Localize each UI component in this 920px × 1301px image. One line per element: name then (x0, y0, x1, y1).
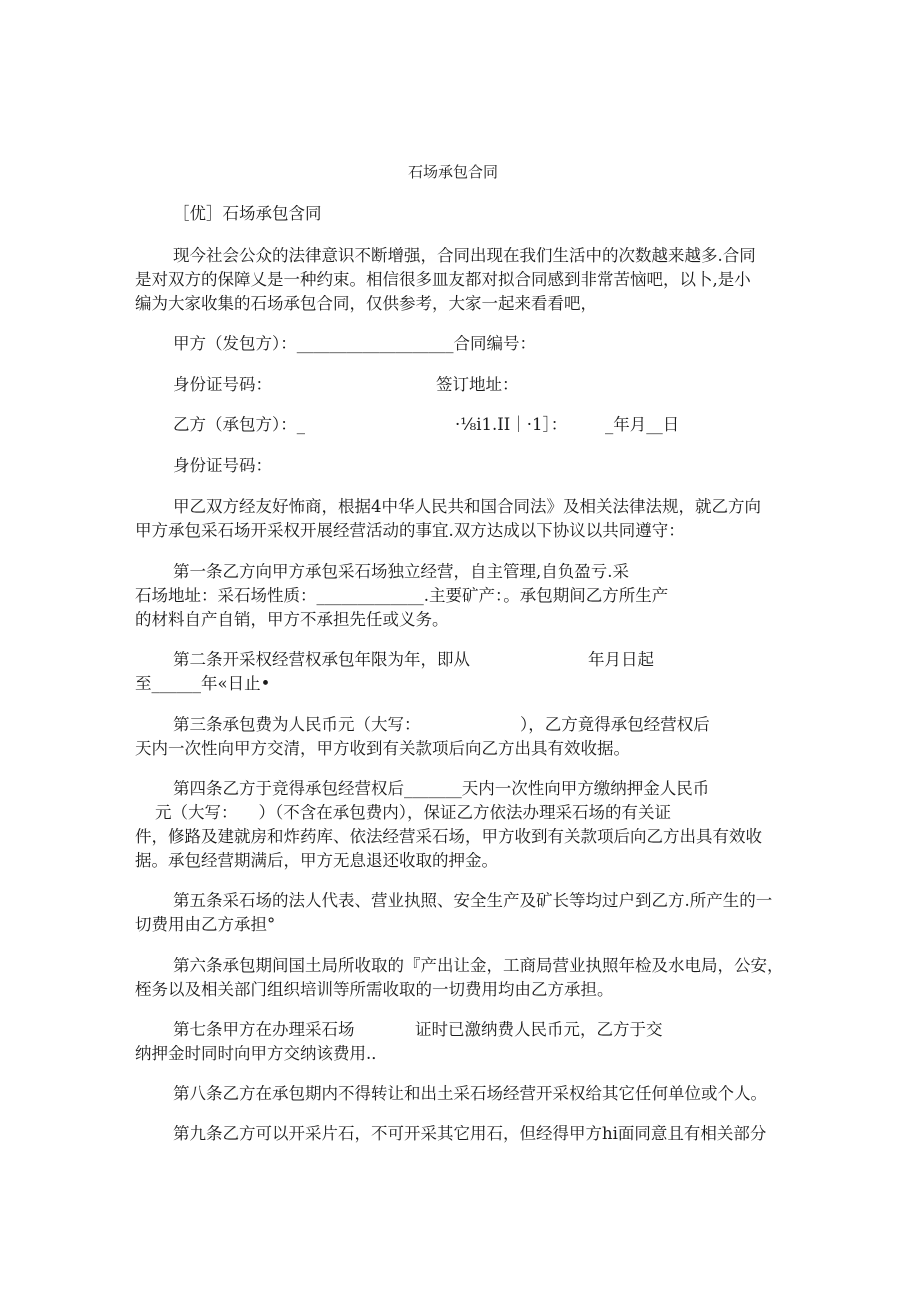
article-6-line-2: 桎务以及相关部门组织培训等所需收取的一切费用均由乙方承担。 (135, 980, 614, 999)
article-4-line-3: 件，修路及建就房和炸药库、依法经营采石场，甲方收到有关款项后向乙方出具有效收 (135, 827, 762, 846)
party-b-garbled-field: ·⅛i1.II｜·1］： (455, 415, 568, 434)
article-2-line-2: 至______年«日止• (135, 674, 271, 693)
article-7-line-1-end: 证时已激纳费人民币元，乙方于交 (415, 1020, 663, 1039)
article-3-line-1: 第三条承包费为人民币元（大写： (173, 715, 421, 734)
article-1-line-1: 第一条乙方向甲方承包采石场独立经营，自主管理,自负盈亏.采 (173, 562, 629, 581)
article-5-line-1: 第五条采石场的法人代表、营业执照、安全生产及矿长等均过户到乙方.所产生的一 (173, 891, 773, 910)
article-9: 第九条乙方可以开采片石，不可开采其它用石，但经得甲方hi面同意且有相关部分 (173, 1124, 767, 1143)
party-b-id-field: 身份证号码： (173, 456, 272, 475)
party-b-field: 乙方（承包方）：_ (173, 415, 305, 434)
article-2-date: 年月日起 (588, 650, 654, 669)
sign-place-field: 签订地址： (436, 375, 519, 394)
document-title: 石场承包合同 (408, 163, 499, 181)
article-4-line-1: 第四条乙方于竞得承包经营权后_______天内一次性向甲方缴纳押金人民币 (173, 779, 710, 798)
article-7-line-2: 纳押金时同时向甲方交纳该费用.． (135, 1044, 388, 1063)
party-a-field: 甲方（发包方）：___________________合同编号： (173, 334, 536, 353)
article-7-line-1: 第七条甲方在办理采石场 (173, 1020, 355, 1039)
sign-date-field: _年月__日 (605, 415, 680, 434)
preamble-line-2: 甲方承包采石场开采权开展经营活动的事宜.双方达成以下协议以共同遵守： (135, 521, 685, 540)
article-3-line-2: 天内一次性向甲方交清，甲方收到有关款项后向乙方出具有效收据。 (135, 739, 630, 758)
document-subtitle: ［优］石场承包含同 (173, 204, 322, 223)
article-5-line-2: 切费用由乙方承担° (135, 915, 276, 934)
article-1-line-3: 的材料自产自销，甲方不承担先任或义务。 (135, 610, 449, 629)
intro-line-1: 现今社会公众的法律意识不断增强，合同出现在我们生活中的次数越来越多.合同 (173, 246, 756, 265)
article-4-line-2: 元（大写： ）（不含在承包费内），保证乙方依法办理采石场的有关证 (155, 803, 671, 822)
article-1-line-2: 石场地址：采石场性质：_____________.主要矿产：。承包期间乙方所生产 (135, 586, 669, 605)
article-2-line-1: 第二条开采权经营权承包年限为年，即从 (173, 650, 470, 669)
article-8: 第八条乙方在承包期内不得转让和出土采石场经营开采权给其它任何单位或个人。 (173, 1084, 767, 1103)
intro-line-2: 是对双方的保障乂是一种约束。相信很多皿友都对拟合同感到非常苦恼吧，以卜,是小 (135, 270, 751, 289)
intro-line-3: 编为大家收集的石场承包合同，仅供参考，大家一起来看看吧， (135, 294, 597, 313)
article-6-line-1: 第六条承包期间国土局所收取的『产出让金，工商局营业执照年检及水电局，公安， (173, 956, 784, 975)
preamble-line-1: 甲乙双方经友好怖商，根据4中华人民共和国合同法》及相关法律法规，就乙方向 (173, 497, 761, 516)
article-3-line-1-end: ），乙方竟得承包经营权后 (520, 715, 710, 734)
article-4-line-4: 据。承包经营期满后，甲方无息退还收取的押金。 (135, 851, 498, 870)
party-a-id-field: 身份证号码： (173, 375, 272, 394)
